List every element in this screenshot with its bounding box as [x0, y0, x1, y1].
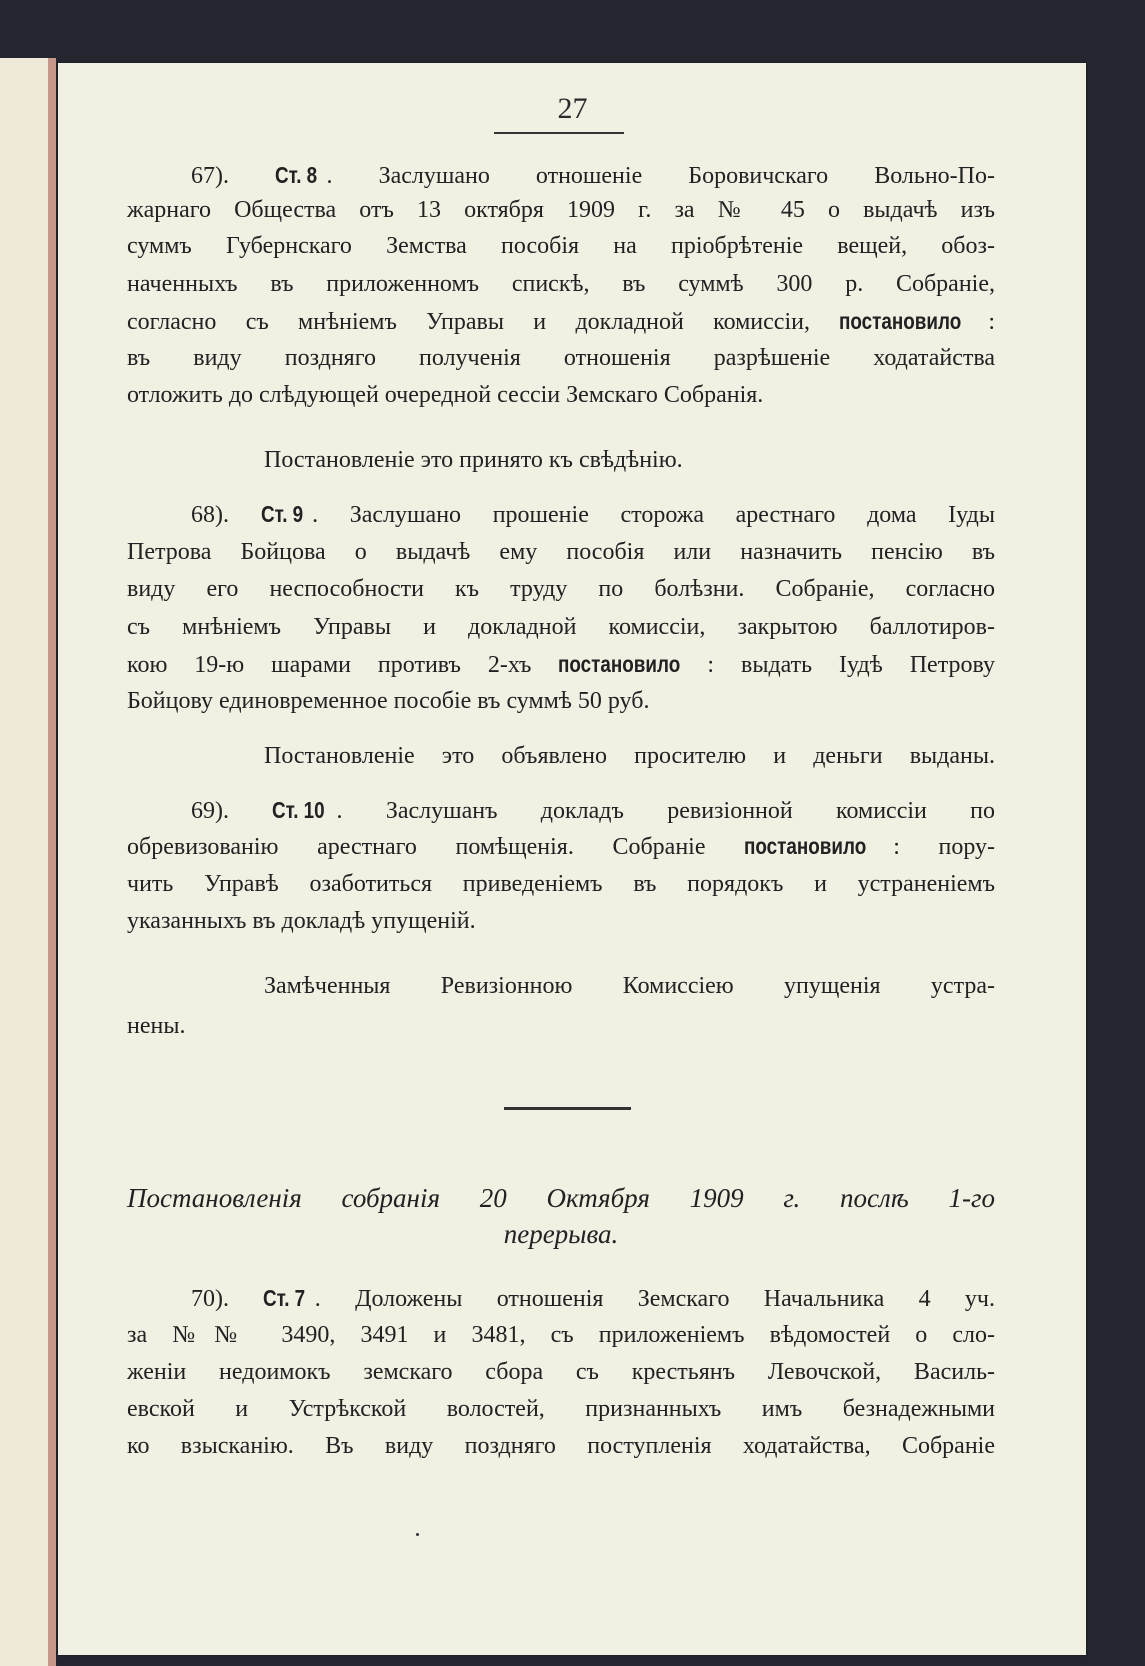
text-segment: . Доложены отношенія Земскаго Начальника 4 уч.	[314, 1286, 995, 1312]
text-segment: ко взысканію. Въ виду поздняго поступленія ходатайства, Собраніе	[127, 1433, 995, 1459]
text-segment: виду его неспособности къ труду по болѣзни. Собраніе, согласно	[127, 576, 995, 602]
text-line	[127, 192, 995, 229]
text-line	[191, 496, 995, 533]
text-segment: наченныхъ въ приложенномъ спискѣ, въ суммѣ 300 р. Собраніе,	[127, 271, 995, 297]
text-segment: отложить до слѣдующей очередной сессіи Земскаго Собранія.	[127, 382, 764, 408]
text-segment: въ виду поздняго полученія отношенія разрѣшеніе ходатайства	[127, 345, 995, 371]
section-heading-line	[127, 1180, 995, 1217]
text-segment: перерыва.	[503, 1219, 619, 1249]
text-line	[127, 303, 995, 340]
text-line	[127, 534, 995, 571]
bold-term: постановило	[744, 833, 867, 859]
text-segment: Постановленіе это принято къ свѣдѣнію.	[264, 447, 683, 473]
text-segment: . Заслушано отношеніе Боровичскаго Вольно-По-	[326, 163, 995, 189]
text-segment: :	[988, 309, 995, 335]
text-segment: Петрова Бойцова о выдачѣ ему пособія или назначить пенсію въ	[127, 539, 995, 565]
header-rule	[494, 132, 624, 134]
text-line	[127, 571, 995, 608]
text-segment: согласно съ мнѣніемъ Управы и докладной комиссіи,	[127, 309, 840, 335]
text-line	[191, 157, 995, 194]
text-segment: евской и Устрѣкской волостей, признанныхъ имъ безнадежными	[127, 1396, 995, 1422]
text-segment: Бойцову единовременное пособіе въ суммѣ 50 руб.	[127, 688, 650, 714]
text-segment: Постановленіе это объявлено просителю и деньги выданы.	[264, 743, 995, 769]
text-segment: . Заслушанъ докладъ ревизіонной комиссіи по	[336, 798, 995, 824]
text-line	[127, 340, 995, 377]
text-line	[264, 968, 995, 1005]
text-line	[127, 609, 995, 646]
text-line	[191, 792, 995, 829]
text-segment: 67).	[191, 163, 276, 189]
text-line	[127, 828, 995, 865]
print-speck	[416, 1533, 419, 1536]
text-segment: 70).	[191, 1286, 264, 1312]
text-line	[127, 1008, 995, 1045]
bold-term: Ст. 10	[272, 797, 325, 823]
text-line	[127, 1354, 995, 1391]
text-segment: женіи недоимокъ земскаго сбора съ крестьянъ Левочской, Василь-	[127, 1359, 995, 1385]
text-line	[127, 266, 995, 303]
text-segment: чить Управѣ озаботиться приведеніемъ въ порядокъ и устраненіемъ	[127, 871, 995, 897]
section-heading-line	[127, 1216, 995, 1253]
text-segment: указанныхъ въ докладѣ упущеній.	[127, 908, 476, 934]
text-line	[264, 442, 995, 479]
left-page-edge	[0, 58, 52, 1666]
bold-term: постановило	[558, 651, 681, 677]
text-segment: Постановленія собранія 20 Октября 1909 г. послѣ 1-го	[127, 1183, 995, 1213]
bold-term: Ст. 8	[275, 162, 318, 188]
text-line	[127, 1391, 995, 1428]
text-segment: нены.	[127, 1013, 186, 1039]
text-segment: обревизованію арестнаго помѣщенія. Собраніе	[127, 834, 745, 860]
text-segment: 68).	[191, 502, 261, 528]
bold-term: Ст. 7	[263, 1285, 306, 1311]
text-line	[127, 866, 995, 903]
text-segment: Замѣченныя Ревизіонною Комиссіею упущенія устра-	[264, 973, 995, 999]
text-segment: жарнаго Общества отъ 13 октября 1909 г. за № 45 о выдачѣ изъ	[127, 197, 995, 223]
text-segment: : выдать Іудѣ Петрову	[707, 652, 995, 678]
text-line	[264, 738, 995, 775]
text-segment: суммъ Губернскаго Земства пособія на пріобрѣтеніе вещей, обоз-	[127, 233, 995, 259]
text-line	[127, 1428, 995, 1465]
bold-term: Ст. 9	[260, 501, 303, 527]
text-line	[127, 1317, 995, 1354]
text-line	[127, 903, 995, 940]
text-line	[127, 228, 995, 265]
text-line	[191, 1280, 995, 1317]
text-line	[127, 683, 995, 720]
text-segment: съ мнѣніемъ Управы и докладной комиссіи, закрытою баллотиров-	[127, 614, 995, 640]
text-segment: за №№ 3490, 3491 и 3481, съ приложеніемъ вѣдомостей о сло-	[127, 1322, 995, 1348]
text-segment: кою 19-ю шарами противъ 2-хъ	[127, 652, 559, 678]
text-line	[127, 377, 995, 414]
text-line	[127, 646, 995, 683]
text-segment: . Заслушано прошеніе сторожа арестнаго дома Іуды	[312, 502, 995, 528]
section-divider	[504, 1107, 631, 1110]
page-number: 27	[557, 92, 588, 125]
book-spine	[48, 58, 56, 1666]
bold-term: постановило	[839, 308, 962, 334]
text-segment: 69).	[191, 798, 273, 824]
text-segment: : пору-	[893, 834, 996, 860]
